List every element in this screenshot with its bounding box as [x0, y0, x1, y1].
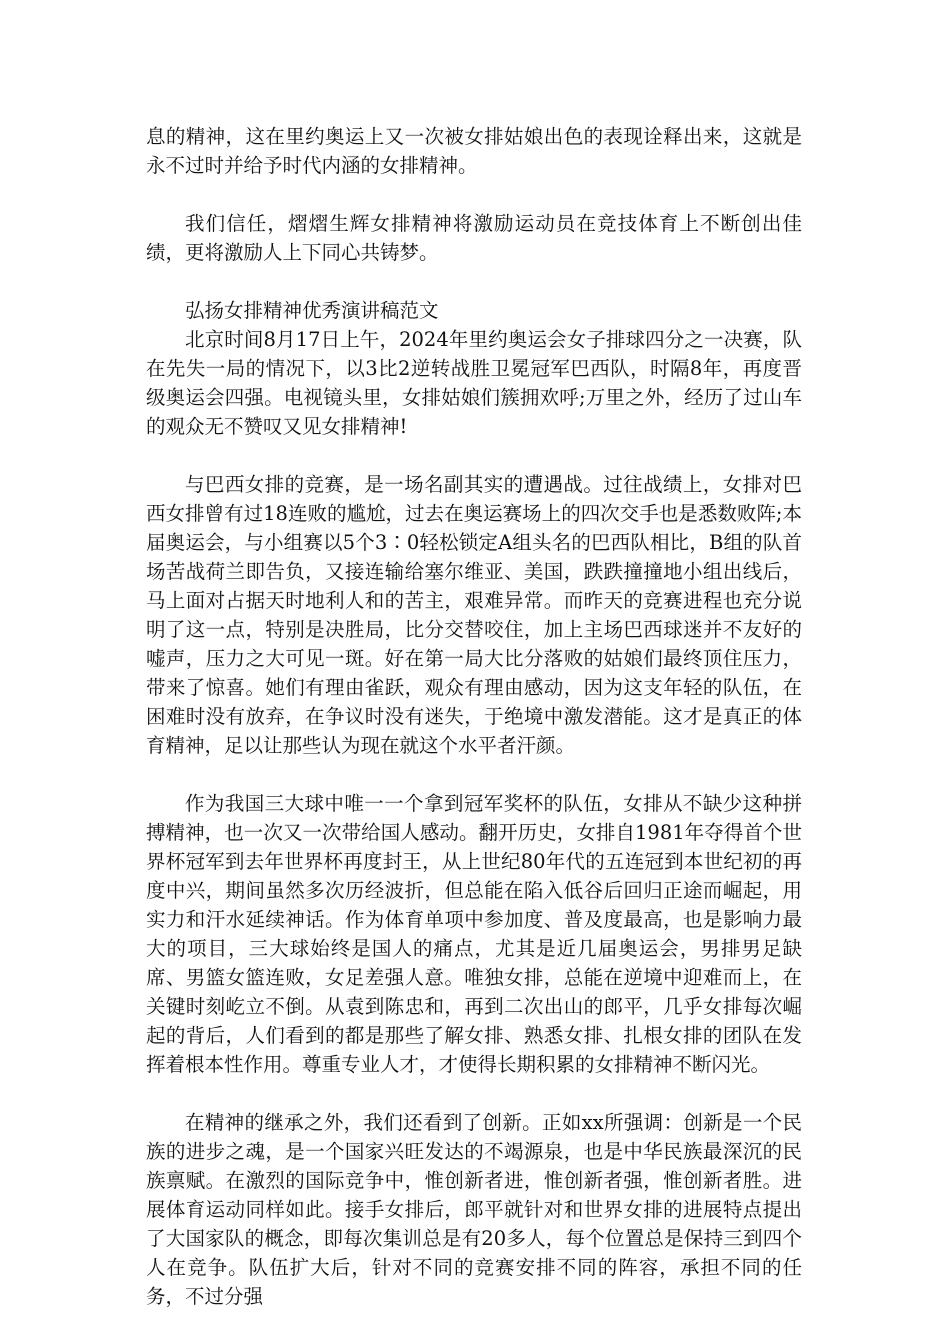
paragraph-continued: 息的精神，这在里约奥运上又一次被女排姑娘出色的表现诠释出来，这就是永不过时并给予时代内涵的女排精神。	[146, 125, 802, 177]
paragraph-match-report: 北京时间8月17日上午，2024年里约奥运会女子排球四分之一决赛，队在先失一局的情况下，以3比2逆转战胜卫冕冠军巴西队，时隔8年，再度晋级奥运会四强。电视镜头里，女排姑娘们簇拥欢呼;万里之外，经历了过山车的观众无不赞叹又见女排精神!	[146, 328, 802, 438]
paragraph-innovation: 在精神的继承之外，我们还看到了创新。正如xx所强调：创新是一个民族的进步之魂，是一个国家兴旺发达的不竭源泉，也是中华民族最深沉的民族禀赋。在激烈的国际竞争中，惟创新者进，惟创新者强，惟创新者胜。进展体育运动同样如此。接手女排后，郎平就针对和世界女排的进展特点提出了大国家队的概念，即每次集训总是有20多人，每个位置总是保持三到四个人在竞争。队伍扩大后，针对不同的竞赛安排不同的阵容，承担不同的任务，不过分强	[146, 1111, 802, 1308]
paragraph-belief: 我们信任，熠熠生辉女排精神将激励运动员在竞技体育上不断创出佳绩，更将激励人上下同心共铸梦。	[146, 212, 802, 264]
article-title: 弘扬女排精神优秀演讲稿范文	[185, 299, 439, 322]
paragraph-history: 作为我国三大球中唯一一个拿到冠军奖杯的队伍，女排从不缺少这种拼搏精神，也一次又一次带给国人感动。翻开历史，女排自1981年夺得首个世界杯冠军到去年世界杯再度封王，从上世纪80年代的五连冠到本世纪初的再度中兴，期间虽然多次历经波折，但总能在陷入低谷后回归正途而崛起，用实力和汗水延续神话。作为体育单项中参加度、普及度最高，也是影响力最大的项目，三大球始终是国人的痛点，尤其是近几届奥运会，男排男足缺席、男篮女篮连败，女足差强人意。唯独女排，总能在逆境中迎难而上，在关键时刻屹立不倒。从袁到陈忠和，再到二次出山的郎平，几乎女排每次崛起的背后，人们看到的都是那些了解女排、熟悉女排、扎根女排的团队在发挥着根本性作用。尊重专业人才，才使得长期积累的女排精神不断闪光。	[146, 792, 802, 1076]
document-body	[146, 122, 802, 1311]
paragraph-brazil-match: 与巴西女排的竞赛，是一场名副其实的遭遇战。过往战绩上，女排对巴西女排曾有过18连败的尴尬，过去在奥运赛场上的四次交手也是悉数败阵;本届奥运会，与小组赛以5个3∶0轻松锁定A组头名的巴西队相比，B组的队首场苦战荷兰即告负，又接连输给塞尔维亚、美国，跌跌撞撞地小组出线后，马上面对占据天时地利人和的苦主，艰难异常。而昨天的竞赛进程也充分说明了这一点，特别是决胜局，比分交替咬住，加上主场巴西球迷并不友好的嘘声，压力之大可见一斑。好在第一局大比分落败的姑娘们最终顶住压力，带来了惊喜。她们有理由雀跃，观众有理由感动，因为这支年轻的队伍，在困难时没有放弃，在争议时没有迷失，于绝境中激发潜能。这才是真正的体育精神，足以让那些认为现在就这个水平者汗颜。	[146, 473, 802, 757]
